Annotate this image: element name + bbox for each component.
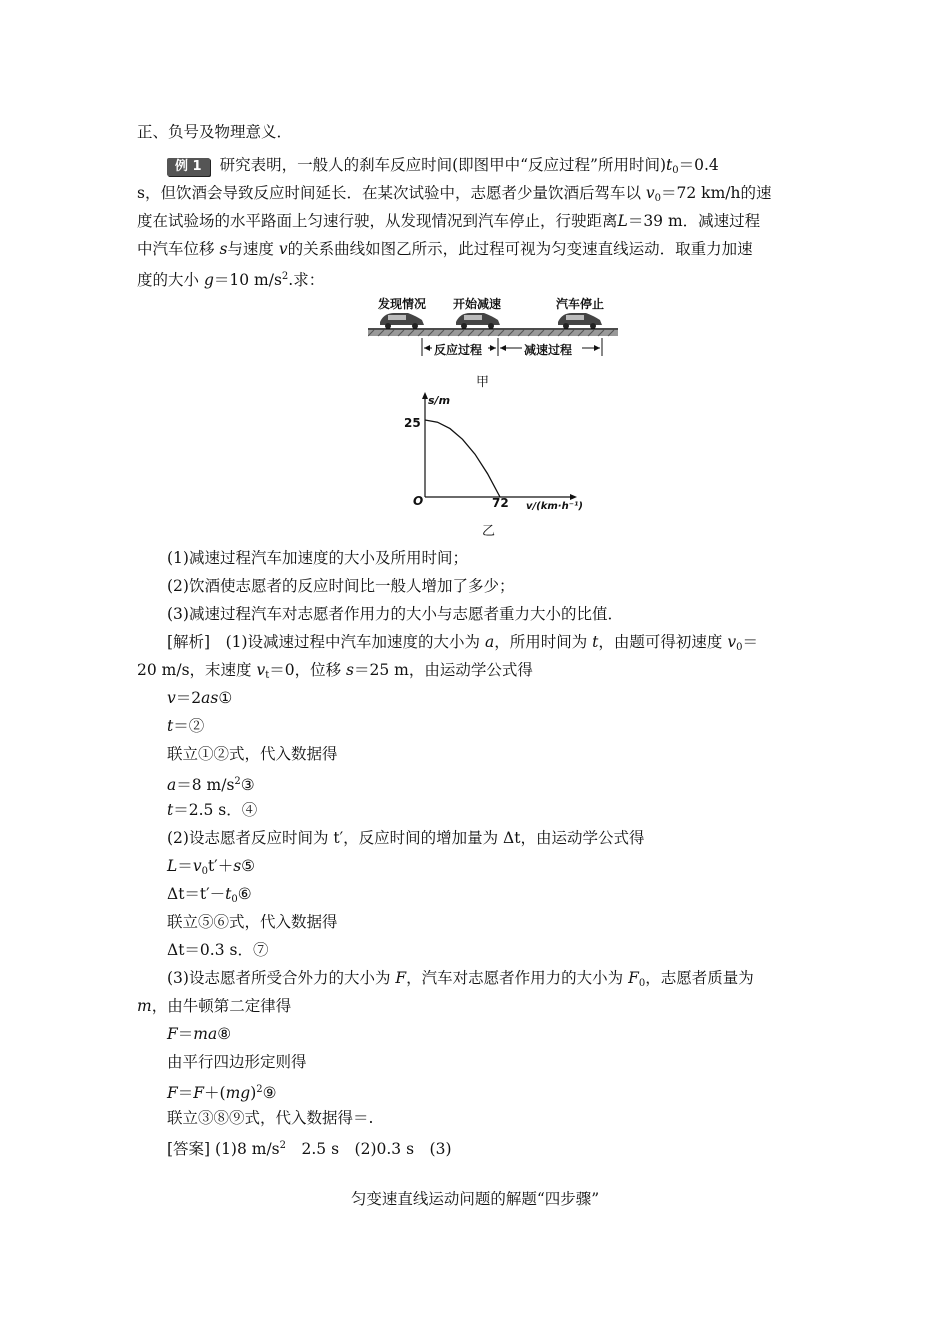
car-icon	[456, 313, 500, 329]
label-decel: 减速过程	[524, 343, 573, 357]
question-3: (3)减速过程汽车对志愿者作用力的大小与志愿者重力大小的比值．	[167, 605, 623, 623]
y-axis-label: s/m	[428, 394, 451, 407]
formula-line: $\Delta t=t'-t_0⑥$	[167, 885, 252, 905]
text-line: m，由牛顿第二定律得	[137, 997, 292, 1015]
formula-line: Δt＝0.3 s．⑦	[167, 941, 269, 959]
formula-line: a＝8 $m/s^2③$	[167, 776, 255, 794]
solution-line: [解析] (1)设减速过程中汽车加速度的大小为 a，所用时间为 t，由题可得初速度 $v_0=$	[167, 633, 758, 653]
section-title: 匀变速直线运动问题的解题“四步骤”	[350, 1190, 600, 1208]
x-axis-arrow	[570, 494, 577, 500]
figure-yi-chart	[370, 392, 590, 516]
origin-label: O	[413, 494, 424, 508]
y-tick-label: 25	[404, 416, 421, 430]
text-line: 联立⑤⑥式，代入数据得	[167, 913, 338, 931]
text-line: 由平行四边形定则得	[167, 1053, 307, 1071]
text-line: 正、负号及物理意义．	[137, 123, 293, 141]
label-start: 开始减速	[453, 297, 502, 311]
formula-line: $L=v_0t'+s⑤$	[167, 857, 256, 877]
example-line: 例 1 研究表明，一般人的刹车反应时间(即图甲中“反应过程”所用时间)$t_0=0.4$	[167, 153, 719, 183]
text-line: 度在试验场的水平路面上匀速行驶，从发现情况到汽车停止，行驶距离L＝39 m．减速过程	[137, 212, 761, 230]
solution-line: 20 m/s，末速度 $v_t=0$，位移 s＝25 m，由运动学公式得	[137, 661, 533, 681]
x-tick-label: 72	[492, 496, 509, 510]
formula-line: t＝②	[167, 717, 205, 735]
text-line: (3)设志愿者所受合外力的大小为 F，汽车对志愿者作用力的大小为 $F_0$，志愿者质量为	[167, 969, 754, 989]
data-series-curve	[425, 420, 500, 497]
car-icon	[558, 313, 602, 329]
label-stop: 汽车停止	[556, 297, 605, 311]
car-icon	[380, 313, 424, 329]
label-reaction: 反应过程	[434, 343, 483, 357]
formula-line: v＝2as①	[167, 689, 233, 707]
formula-line: t＝2.5 s．④	[167, 801, 258, 819]
figure-caption-jia: 甲	[476, 375, 490, 390]
answer-line: [答案] (1)8 $m/s^2$ 2.5 s (2)0.3 s (3)	[167, 1140, 452, 1158]
formula-line: F＝F＋(mg)$^2$⑨	[167, 1084, 277, 1102]
text-line: 联立①②式，代入数据得	[167, 745, 338, 763]
text-line: s，但饮酒会导致反应时间延长．在某次试验中，志愿者少量饮酒后驾车以 $v_0=72$ km/h的速	[137, 184, 772, 204]
question-1: (1)减速过程汽车加速度的大小及所用时间；	[167, 549, 468, 567]
label-found: 发现情况	[378, 297, 427, 311]
question-2: (2)饮酒使志愿者的反应时间比一般人增加了多少；	[167, 577, 515, 595]
figure-jia	[368, 292, 618, 392]
text-line: 中汽车位移 s与速度 v的关系曲线如图乙所示，此过程可视为匀变速直线运动．取重力加速	[137, 240, 753, 258]
x-axis-label: v/(km·h⁻¹)	[526, 501, 583, 512]
text-line: 联立③⑧⑨式，代入数据得＝.	[167, 1109, 374, 1127]
text-line: (2)设志愿者反应时间为 t′，反应时间的增加量为 Δt，由运动学公式得	[167, 829, 645, 847]
formula-line: F＝ma⑧	[167, 1025, 232, 1043]
figure-caption-yi: 乙	[482, 524, 496, 539]
example-badge: 例 1	[167, 158, 210, 176]
text-line: 度的大小 g＝10 $m/s^2$.求：	[137, 271, 325, 289]
